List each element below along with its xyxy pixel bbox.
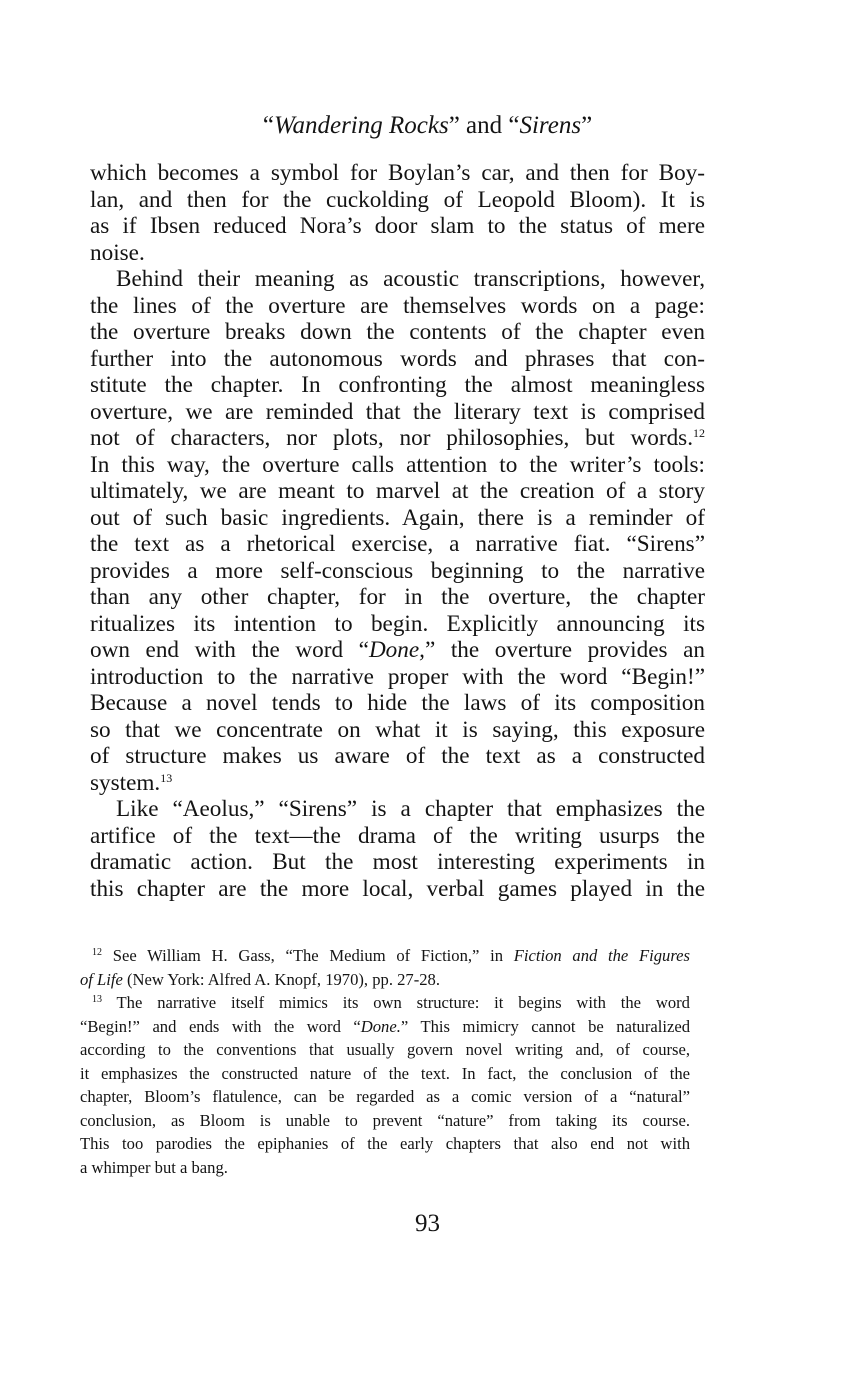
header-title-sirens: Sirens bbox=[519, 112, 582, 139]
italic-done: Done. bbox=[360, 1016, 401, 1036]
footnote-13-line: conclusion, as Bloom is unable to prevent “nature” from taking its course. bbox=[80, 1110, 690, 1130]
header-conjunction: ” and “ bbox=[448, 112, 520, 139]
footnote-13-line: This too parodies the epiphanies of the early chapters that also end not with bbox=[80, 1134, 690, 1153]
body-line: ultimately, we are meant to marvel at the creation of a story bbox=[90, 478, 705, 504]
running-header bbox=[0, 110, 855, 142]
header-quote-close: ” bbox=[581, 112, 593, 139]
body-line: the text as a rhetorical exercise, a narrative fiat. “Sirens” bbox=[90, 531, 705, 557]
body-line: In this way, the overture calls attention to the writer’s tools: bbox=[90, 451, 705, 478]
page-number: 93 bbox=[415, 1210, 440, 1237]
body-line: Behind their meaning as acoustic transcriptions, however, bbox=[116, 266, 705, 292]
book-title: of Life bbox=[80, 969, 123, 989]
footnote-13-line bbox=[80, 1015, 690, 1039]
body-line-text: not of characters, nor plots, nor philosophies, but words. bbox=[90, 425, 693, 451]
footnote-text: ” This mimicry cannot be naturalized bbox=[400, 1016, 690, 1036]
footnote-text: The narrative itself mimics its own structure: it begins with the word bbox=[116, 993, 690, 1012]
footnote-text: (New York: Alfred A. Knopf, 1970), pp. 27-28. bbox=[122, 969, 440, 989]
body-line: provides a more self-conscious beginning to the narrative bbox=[90, 557, 705, 584]
footnotes bbox=[80, 944, 690, 1179]
body-text bbox=[90, 160, 705, 902]
body-line: of structure makes us aware of the text as a constructed bbox=[90, 743, 705, 769]
body-line: out of such basic ingredients. Again, there is a reminder of bbox=[90, 504, 705, 531]
body-line: noise. bbox=[90, 239, 145, 266]
footnote-13-line bbox=[80, 991, 690, 1015]
footnote-13-line: according to the conventions that usually govern novel writing and, of course, bbox=[80, 1040, 690, 1059]
body-line: than any other chapter, for in the overture, the chapter bbox=[90, 584, 705, 610]
body-line: this chapter are the more local, verbal games played in the bbox=[90, 875, 705, 902]
footnote-13-line: it emphasizes the constructed nature of the text. In fact, the conclusion of the bbox=[80, 1063, 690, 1083]
body-line: as if Ibsen reduced Nora’s door slam to the status of mere bbox=[90, 213, 705, 239]
body-line: ritualizes its intention to begin. Explicitly announcing its bbox=[90, 610, 705, 637]
body-line: the overture breaks down the contents of the chapter even bbox=[90, 319, 705, 345]
footnote-number-13: 13 bbox=[92, 994, 102, 1005]
body-line-text: own end with the word “ bbox=[90, 637, 369, 663]
body-line: overture, we are reminded that the literary text is comprised bbox=[90, 398, 705, 425]
book-title: Fiction and the Figures bbox=[513, 946, 690, 965]
body-line-text: ” the overture provides an bbox=[424, 637, 705, 663]
body-line: stitute the chapter. In confronting the almost meaningless bbox=[90, 372, 705, 398]
body-line: dramatic action. But the most interesting experiments in bbox=[90, 849, 705, 875]
header-title-wandering-rocks: Wandering Rocks bbox=[273, 112, 449, 139]
body-line-with-italic bbox=[90, 637, 705, 664]
body-line: the lines of the overture are themselves words on a page: bbox=[90, 292, 705, 319]
footnote-12-line bbox=[80, 968, 690, 992]
footnote-text: “Begin!” and ends with the word “ bbox=[80, 1016, 361, 1036]
footnote-ref-12: 12 bbox=[693, 426, 705, 440]
body-line: introduction to the narrative proper with the word “Begin!” bbox=[90, 663, 705, 690]
body-line: further into the autonomous words and phrases that con- bbox=[90, 345, 705, 372]
italic-done: Done, bbox=[368, 637, 425, 663]
body-line: lan, and then for the cuckolding of Leopold Bloom). It is bbox=[90, 186, 705, 213]
body-line: which becomes a symbol for Boylan’s car, and then for Boy- bbox=[90, 160, 705, 186]
body-line: Like “Aeolus,” “Sirens” is a chapter that emphasizes the bbox=[116, 796, 705, 822]
footnote-12-line bbox=[80, 944, 690, 968]
footnote-ref-13: 13 bbox=[160, 770, 173, 785]
body-line-with-note bbox=[90, 425, 705, 452]
footnote-13-line: chapter, Bloom’s flatulence, can be regarded as a comic version of a “natural” bbox=[80, 1087, 690, 1106]
header-quote-open: “ bbox=[262, 112, 274, 139]
footnote-13-line: a whimper but a bang. bbox=[80, 1157, 228, 1177]
body-line: Because a novel tends to hide the laws of its composition bbox=[90, 690, 705, 716]
footnote-number-12: 12 bbox=[92, 947, 102, 958]
body-line: artifice of the text—the drama of the writing usurps the bbox=[90, 822, 705, 849]
body-line: so that we concentrate on what it is saying, this exposure bbox=[90, 716, 705, 743]
footnote-text: See William H. Gass, “The Medium of Fiction,” in bbox=[112, 946, 514, 965]
body-line-text: system. bbox=[90, 769, 161, 796]
body-line-with-note bbox=[90, 770, 705, 797]
